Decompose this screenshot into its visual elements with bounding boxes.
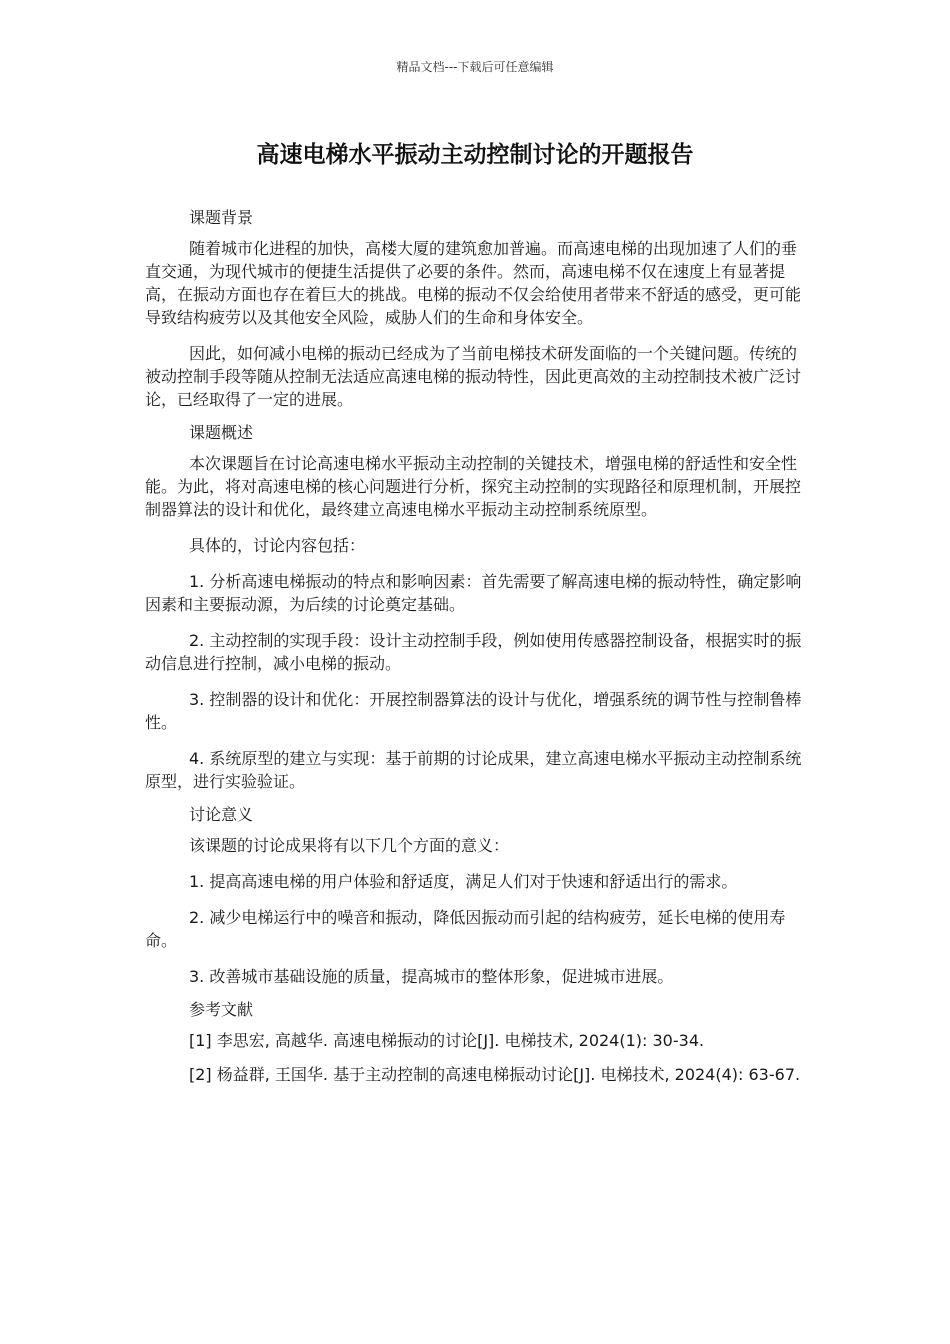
section-heading-background: 课题背景 — [189, 208, 254, 227]
significance-item: 2. 减少电梯运行中的噪音和振动，降低因振动而引起的结构疲劳，延长电梯的使用寿命。 — [145, 908, 786, 950]
reference-item: [2] 杨益群, 王国华. 基于主动控制的高速电梯振动讨论[J]. 电梯技术, 2024(4): 63-67. — [189, 1065, 801, 1084]
overview-item: 1. 分析高速电梯振动的特点和影响因素：首先需要了解高速电梯的振动特性，确定影响因素和主要振动源，为后续的讨论奠定基础。 — [145, 572, 802, 614]
background-paragraph-1: 随着城市化进程的加快，高楼大厦的建筑愈加普遍。而高速电梯的出现加速了人们的垂直交通，为现代城市的便捷生活提供了必要的条件。然而，高速电梯不仅在速度上有显著提高，在振动方面也存在着巨大的挑战。电梯的振动不仅会给使用者带来不舒适的感受，更可能导致结构疲劳以及其他安全风险，威胁人们的生命和身体安全。 — [145, 239, 802, 327]
section-heading-significance: 讨论意义 — [189, 805, 254, 824]
section-heading-references: 参考文献 — [189, 1000, 254, 1019]
overview-item: 4. 系统原型的建立与实现：基于前期的讨论成果，建立高速电梯水平振动主动控制系统原型，进行实验验证。 — [145, 749, 802, 791]
background-paragraph-2: 因此，如何减小电梯的振动已经成为了当前电梯技术研发面临的一个关键问题。传统的被动控制手段等随从控制无法适应高速电梯的振动特性，因此更高效的主动控制技术被广泛讨论，已经取得了一定的进展。 — [145, 344, 802, 409]
section-heading-overview: 课题概述 — [189, 423, 254, 442]
significance-item: 1. 提高高速电梯的用户体验和舒适度，满足人们对于快速和舒适出行的需求。 — [189, 872, 738, 891]
significance-item: 3. 改善城市基础设施的质量，提高城市的整体形象，促进城市进展。 — [189, 967, 674, 986]
overview-item: 2. 主动控制的实现手段：设计主动控制手段，例如使用传感器控制设备，根据实时的振动信息进行控制，减小电梯的振动。 — [145, 631, 802, 673]
document-title: 高速电梯水平振动主动控制讨论的开题报告 — [256, 142, 694, 168]
document-body — [145, 206, 807, 1097]
overview-paragraph-1: 本次课题旨在讨论高速电梯水平振动主动控制的关键技术，增强电梯的舒适性和安全性能。为此，将对高速电梯的核心问题进行分析，探究主动控制的实现路径和原理机制，开展控制器算法的设计和优化，最终建立高速电梯水平振动主动控制系统原型。 — [145, 454, 802, 519]
reference-item: [1] 李思宏, 高越华. 高速电梯振动的讨论[J]. 电梯技术, 2024(1): 30-34. — [189, 1031, 705, 1050]
overview-item: 3. 控制器的设计和优化：开展控制器算法的设计与优化，增强系统的调节性与控制鲁棒性。 — [145, 690, 802, 732]
significance-intro: 该课题的讨论成果将有以下几个方面的意义： — [189, 836, 510, 855]
overview-intro: 具体的，讨论内容包括： — [189, 536, 366, 555]
header-note: 精品文档---下载后可任意编辑 — [396, 60, 554, 74]
